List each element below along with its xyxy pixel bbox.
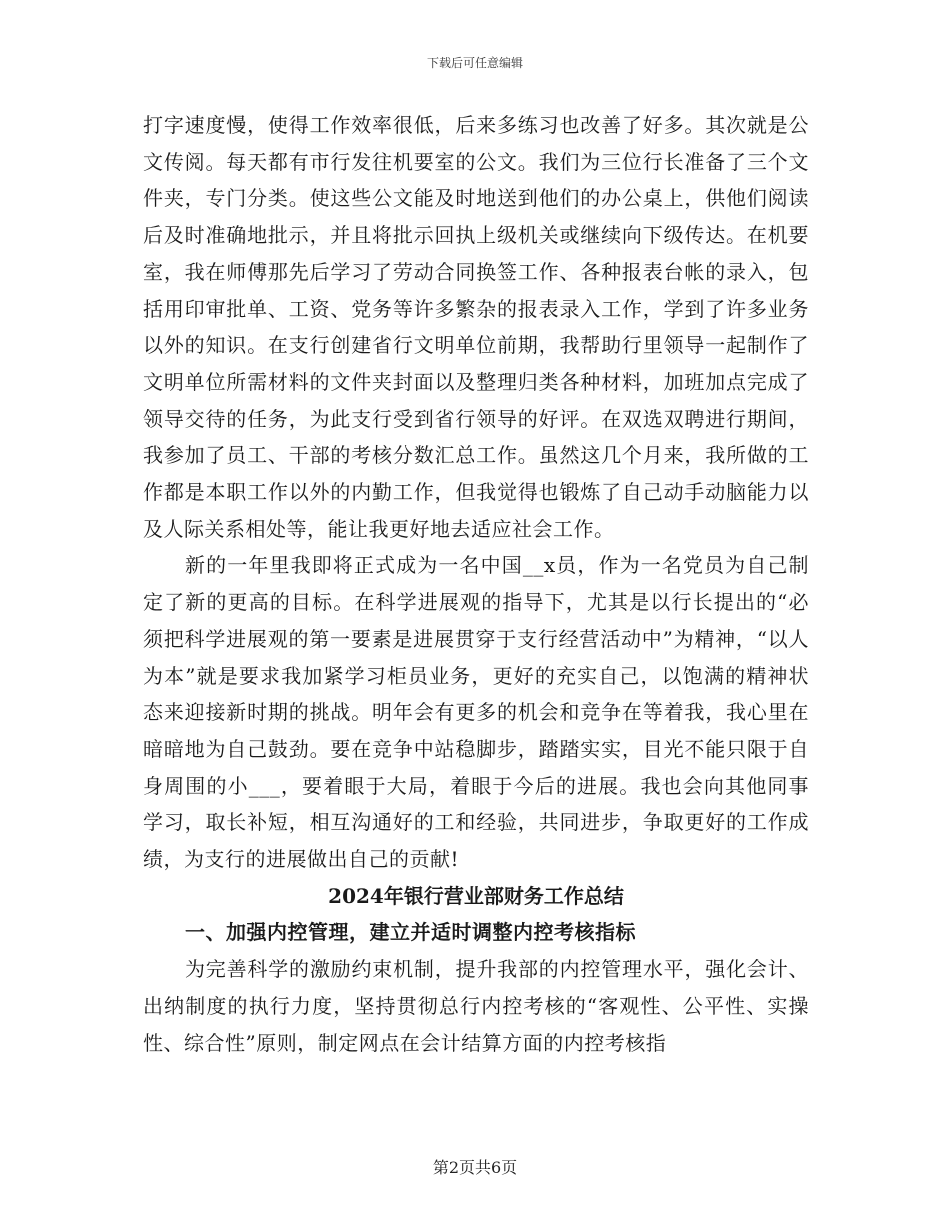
body-paragraph-1: 打字速度慢，使得工作效率很低，后来多练习也改善了好多。其次就是公文传阅。每天都有市行发往机要室的公文。我们为三位行长准备了三个文件夹，专门分类。使这些公文能及时地送到他们的办公桌上，供他们阅读后及时准确地批示，并且将批示回执上级机关或继续向下级传达。在机要室，我在师傅那先后学习了劳动合同换签工作、各种报表台帐的录入，包括用印审批单、工资、党务等许多繁杂的报表录入工作，学到了许多业务以外的知识。在支行创建省行文明单位前期，我帮助行里领导一起制作了文明单位所需材料的文件夹封面以及整理归类各种材料，加班加点完成了领导交待的任务，为此支行受到省行领导的好评。在双选双聘进行期间，我参加了员工、干部的考核分数汇总工作。虽然这几个月来，我所做的工作都是本职工作以外的内勤工作，但我觉得也锻炼了自己动手动脑能力以及人际关系相处等，能让我更好地去适应社会工作。 — [143, 113, 809, 541]
document-body — [143, 107, 809, 1061]
page-header: 下载后可任意编辑 — [426, 56, 523, 70]
body-paragraph-2: 新的一年里我即将正式成为一名中国__x员，作为一名党员为自己制定了新的更高的目标。在科学进展观的指导下，尤其是以行长提出的“必须把科学进展观的第一要素是进展贯穿于支行经营活动中”为精神，“以人为本”就是要求我加紧学习柜员业务，更好的充实自己，以饱满的精神状态来迎接新时期的挑战。明年会有更多的机会和竞争在等着我，我心里在暗暗地为自己鼓劲。要在竞争中站稳脚步，踏踏实实，目光不能只限于自身周围的小___，要着眼于大局，着眼于今后的进展。我也会向其他同事学习，取长补短，相互沟通好的工和经验，共同进步，争取更好的工作成绩，为支行的进展做出自己的贡献! — [143, 553, 809, 872]
page-footer: 第2页共6页 — [432, 1158, 518, 1177]
section-title: 2024年银行营业部财务工作总结 — [328, 883, 624, 908]
section-subtitle: 一、加强内控管理，建立并适时调整内控考核指标 — [185, 920, 636, 945]
body-paragraph-3: 为完善科学的激励约束机制，提升我部的内控管理水平，强化会计、出纳制度的执行力度，坚持贯彻总行内控考核的“客观性、公平性、实操性、综合性”原则，制定网点在会计结算方面的内控考核指 — [143, 957, 809, 1055]
